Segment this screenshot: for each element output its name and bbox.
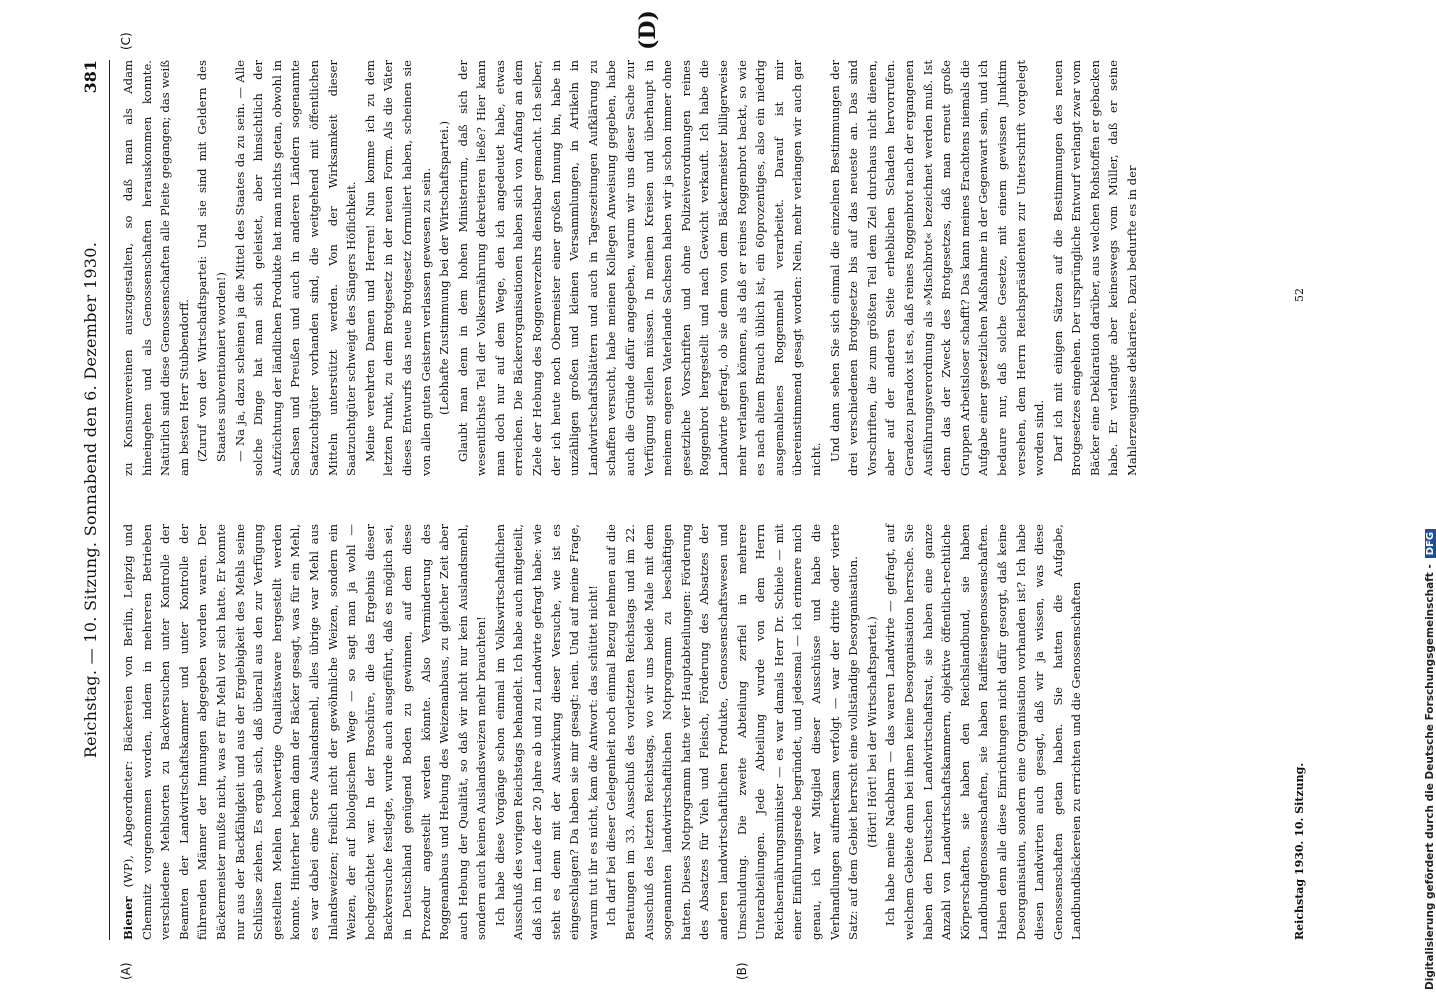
dfg-logo: DFG [1425, 529, 1436, 558]
document-page [75, 10, 1325, 980]
right-column [119, 60, 1142, 476]
right-paragraph: Meine verehrten Damen und Herren! Nun komme ich zu dem letzten Punkt, zu dem Brotgesetz in der neuen Form. Als die Väter dieses Entwurfs das neue Brotgesetz formuliert haben, scheinen sie von allen guten Geistern verlassen gewesen zu sein. [362, 60, 433, 476]
header-title: Reichstag. — 10. Sitzung. Sonnabend den 6. Dezember 1930. [81, 241, 100, 759]
margin-marker-b: (B) [735, 962, 749, 980]
speaker-line [119, 524, 491, 940]
left-column [119, 524, 1086, 940]
interjection: (Hört! Hört! bei der Wirtschaftspartei.) [864, 616, 879, 848]
right-paragraph: Glaubt man denn in dem hohen Ministerium, daß sich der wesentlichste Teil der Volksernährung dekretieren ließe? Hier kann man doch nur auf dem Wege, den ich angedeutet habe, etwas erreichen. Die Bäckerorganisationen haben sich von Anfang an dem Ziele der Hebung des Roggenverzehrs dienstbar gemacht. Ich selber, der ich heute noch Obermeister einer großen Innung bin, habe in unzähligen großen und kleinen Versammlungen, in Artikeln in Landwirtschaftsblättern und auch in Tageszeitungen Aufklärung zu schaffen versucht, habe meinen Kollegen Anweisung gegeben, habe auch die Gründe dafür angegeben, warum wir uns dieser Sache zur Verfügung stellen müssen. In meinen Kreisen und überhaupt in meinem engeren Vaterlande Sachsen haben wir ja schon immer ohne gesetzliche Vorschriften und ohne Polizeiverordnungen reines Roggenbrot hergestellt und nach Gewicht verkauft. Ich habe die Landwirte gefragt, ob sie denn von dem Bäckermeister billigerweise mehr verlangen können, als daß er reines Roggenbrot backt, so wie es nach altem Brauch üblich ist, ein 60prozentiges, also ein niedrig ausgemahlenes Roggenmehl verarbeitet. Darauf ist mir übereinstimmend gesagt worden: Nein, mehr verlangen wir auch gar nicht. [455, 60, 823, 476]
margin-marker-a: (A) [119, 962, 133, 980]
footer-page-signature: 52 [1293, 288, 1306, 302]
right-paragraph: Und dann sehen Sie sich einmal die einzelnen Bestimmungen der drei verschiedenen Brotgesetze bis auf das neueste an. Das sind Vorschriften, die zum größten Teil dem Ziel durchaus nicht dienen, aber auf der anderen Seite erheblichen Schaden hervorrufen. Geradezu paradox ist es, daß reines Roggenbrot nach der ergangenen Ausführungsverordnung als »Mischbrot« bezeichnet werden muß. Ist denn das der Zweck des Brotgesetzes, daß man erneut große Gruppen Arbeitsloser schafft? Das kann meines Erachtens niemals die Aufgabe einer gesetzlichen Maßnahme in der Gegenwart sein, und ich bedaure nur, daß solche Gesetze, mit einem gewissen Junktim versehen, dem Herrn Reichspräsidenten zur Unterschrift vorgelegt worden sind. [827, 60, 1047, 476]
right-paragraph: — Na ja, dazu scheinen ja die Mittel des Staates da zu sein. — Alle solche Dinge hat man sich geleistet, aber hinsichtlich der Aufzüchtung der ländlichen Produkte hat man nichts getan, obwohl in Sachsen und Preußen und auch in anderen Ländern sogenannte Saatzuchtgüter vorhanden sind, die weitgehend mit öffentlichen Mitteln unterstützt werden. Von der Wirksamkeit dieser Saatzuchtgüter schweigt des Sängers Höflichkeit. [232, 60, 359, 476]
page-header [75, 60, 105, 940]
margin-marker-c: (C) [119, 32, 133, 50]
interjection: (Lebhafte Zustimmung bei der Wirtschaftspartei.) [437, 120, 452, 416]
footer-left: Reichstag 1930. 10. Sitzung. [1293, 762, 1306, 940]
left-paragraph: Bäckereien von Berlin, Leipzig und Chemnitz vorgenommen worden, indem in mehreren Betrieben verschiedene Mehlsorten zu Backversuchen unter Kontrolle der Beamten der Landwirtschaftskammer und unter Kontrolle der führenden Männer der Innungen abgegeben worden waren. Der Bäckermeister mußte nicht, was er für Mehl vor sich hatte. Er konnte nur aus der Backfähigkeit und aus der Ergiebigkeit des Mehls seine Schlüsse ziehen. Es ergab sich, daß überall aus den zur Verfügung gestellten Mehlen hochwertige Qualitätsware hergestellt werden konnte. Hinterher bekam dann der Bäcker gesagt, was für ein Mehl, es war dabei eine Sorte Auslandsmehl, alles übrige war Mehl aus Inlandsweizen; freilich nicht der gewöhnliche Weizen, sondern ein Weizen, der auf biologischem Wege — so sagt man ja wohl — hochgezüchtet war. In der Broschüre, die das Ergebnis dieser Backversuche festlegte, wurde auch ausgeführt, daß es möglich sei, in Deutschland genügend Boden zu gewinnen, auf dem diese Prozedur angestellt werden könnte. Also Verminderung des Roggenanbaus und Hebung des Weizenanbaus, zu gleicher Zeit aber auch Hebung der Qualität, so daß wir nicht nur kein Auslandsmehl, sondern auch keinen Auslandsweizen mehr brauchten! [121, 523, 489, 940]
left-paragraph: Ich habe diese Vorgänge schon einmal im Volkswirtschaftlichen Ausschuß des vorigen Reichstags behandelt. Ich habe auch mitgeteilt, daß ich im Laufe der 20 Jahre ab und zu Landwirte gefragt habe: wie steht es denn mit der Auswirkung dieser Versuche, wie ist es eingeschlagen? Da haben sie mir gesagt: nein. Und auf meine Frage, warum tut ihr es nicht, kam die Antwort: das schüttet nicht! [492, 524, 600, 940]
speaker-note: (WP), Abgeordneter: [121, 760, 135, 888]
interjection: (Zuruf von der Wirtschaftspartei: Und sie sind mit Geldern des Staates subventioniert worden!) [195, 60, 228, 462]
right-paragraph: Darf ich mit einigen Sätzen auf die Bestimmungen des neuen Brotgesetzes eingehen. Der ursprüngliche Entwurf verlangt zwar vom Bäcker eine Deklaration darüber, aus welchen Rohstoffen er gebacken habe. Er verlangte aber keineswegs vom Müller, daß er seine Mahlerzeugnisse deklariere. Dazu bedurfte es in der [1050, 60, 1140, 476]
dfg-credit [1424, 529, 1436, 990]
page-number: 381 [81, 60, 100, 94]
left-paragraph: Ich habe meine Nachbarn — das waren Landwirte — gefragt, auf welchem Gebiete denn bei ihnen keine Desorganisation herrsche. Sie haben den Deutschen Landwirtschaftsrat, sie haben eine ganze Anzahl von Landwirtschaftskammern, objektive öffentlich-rechtliche Körperschaften, sie haben den Reichslandbund, sie haben Landbundgenossenschaften, sie haben Raiffeisengenossenschaften. Haben denn alle diese Einrichtungen nicht dafür gesorgt, daß keine Desorganisation, sondern eine Organisation vorhanden ist? Ich habe diesen Landwirten auch gesagt, daß wir ja wissen, was diese Genossenschaften getan haben. Sie hatten die Aufgabe, Landbundbäckereien zu errichten und die Genossenschaften [883, 524, 1084, 940]
right-paragraph: zu Konsumvereinen auszugestalten, so daß man als Adam hineingehen und als Genossenschaften herauskommen konnte. Natürlich sind diese Genossenschaften alle Pleite gegangen; das weiß am besten Herr Stubbendorff. [121, 60, 191, 476]
margin-marker-d: (D) [635, 10, 661, 50]
credit-text: Digitalisierung gefördert durch die Deutsche Forschungsgemeinschaft - [1424, 564, 1436, 990]
speaker-name: Biener [121, 896, 135, 940]
left-paragraph: Ich darf bei dieser Gelegenheit noch einmal Bezug nehmen auf die Beratungen im 33. Ausschuß des vorletzten Reichstags und im 22. Ausschuß des letzten Reichstags, wo wir uns beide Male mit dem sogenannten landwirtschaftlichen Notprogramm zu beschäftigen hatten. Dieses Notprogramm hatte vier Hauptabteilungen: Förderung des Absatzes für Vieh und Fleisch, Förderung des Absatzes der anderen landwirtschaftlichen Produkte, Genossenschaftswesen und Umschuldung. Die zweite Abteilung zerfiel in mehrere Unterabteilungen. Jede Abteilung wurde von dem Herrn Reichsernährungsminister — es war damals Herr Dr. Schiele — mit einer Einführungsrede begründet, und jedesmal — ich erinnere mich genau, ich war Mitglied dieser Ausschüsse und habe die Verhandlungen aufmerksam verfolgt — war der dritte oder vierte Satz: auf dem Gebiet herrscht eine vollständige Desorganisation. [604, 524, 861, 940]
header-rule [109, 60, 110, 940]
